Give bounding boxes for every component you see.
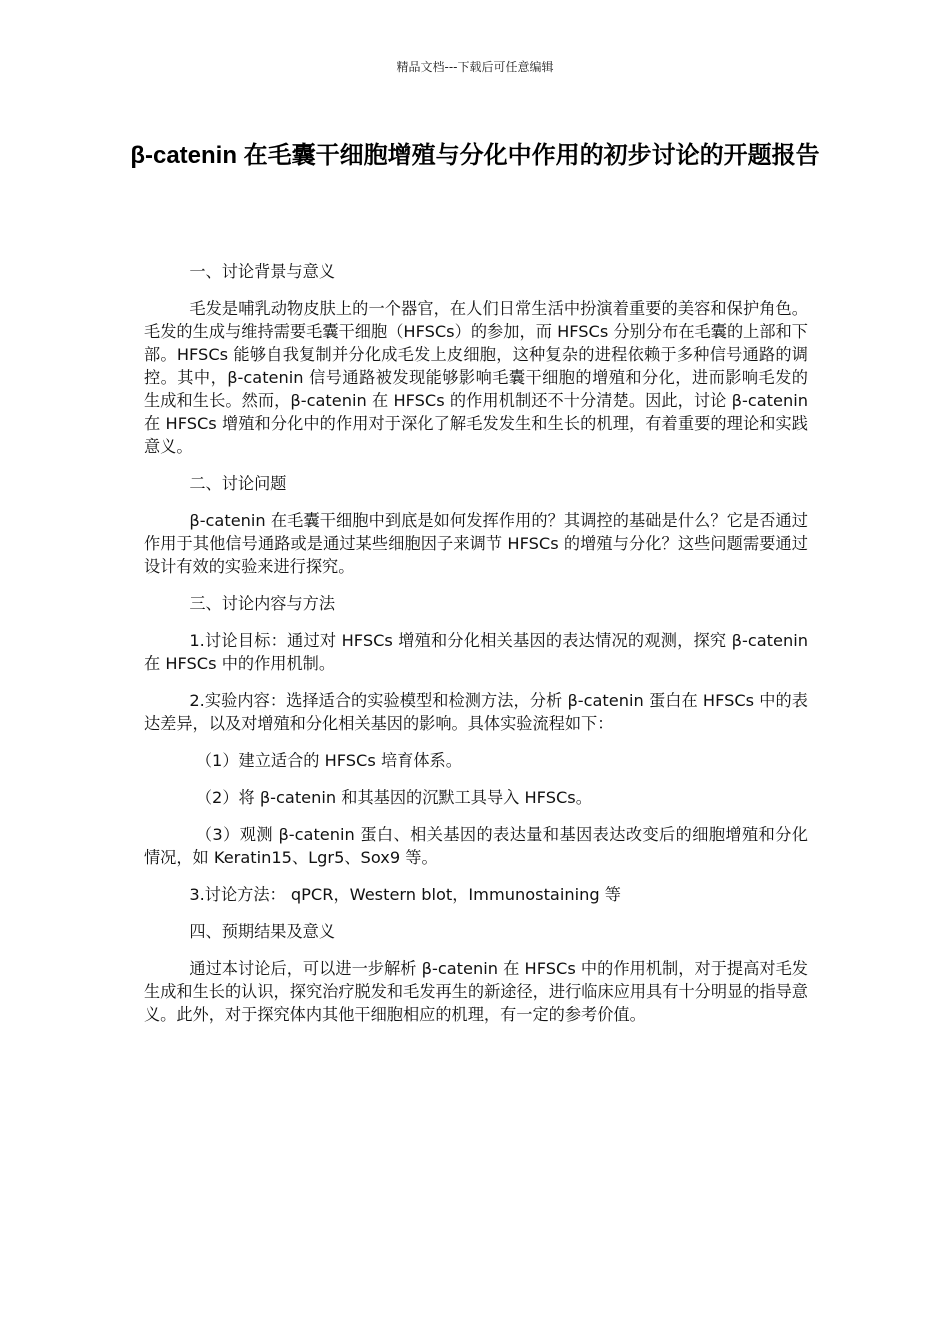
section-content-methods: [144, 592, 808, 906]
section-heading: 二、讨论问题: [189, 474, 287, 493]
section-heading: 四、预期结果及意义: [189, 922, 336, 941]
section-paragraph: β-catenin 在毛囊干细胞中到底是如何发挥作用的？其调控的基础是什么？它是否通过作用于其他信号通路或是通过某些细胞因子来调节 HFSCs 的增殖与分化？这些问题需要通过设计有效的实验来进行探究。: [144, 511, 808, 576]
document-body: [144, 260, 808, 1040]
section-expected-results: [144, 920, 808, 1026]
section-background: [144, 260, 808, 458]
section-heading: 三、讨论内容与方法: [189, 594, 336, 613]
research-method-paragraph: 3.讨论方法： qPCR，Western blot，Immunostaining 等: [189, 885, 621, 904]
experiment-step: （2）将 β-catenin 和其基因的沉默工具导入 HFSCs。: [195, 788, 592, 807]
experiment-step: （1）建立适合的 HFSCs 培育体系。: [195, 751, 462, 770]
section-questions: [144, 472, 808, 578]
section-paragraph: 毛发是哺乳动物皮肤上的一个器官，在人们日常生活中扮演着重要的美容和保护角色。毛发的生成与维持需要毛囊干细胞（HFSCs）的参加，而 HFSCs 分别分布在毛囊的上部和下部。HFSCs 能够自我复制并分化成毛发上皮细胞，这种复杂的进程依赖于多种信号通路的调控。其中，β-catenin 信号通路被发现能够影响毛囊干细胞的增殖和分化，进而影响毛发的生成和生长。然而，β-catenin 在 HFSCs 的作用机制还不十分清楚。因此，讨论 β-catenin 在 HFSCs 增殖和分化中的作用对于深化了解毛发发生和生长的机理，有着重要的理论和实践意义。: [144, 299, 808, 456]
document-title: β-catenin 在毛囊干细胞增殖与分化中作用的初步讨论的开题报告: [130, 142, 820, 169]
section-heading: 一、讨论背景与意义: [189, 262, 336, 281]
research-goal-paragraph: 1.讨论目标：通过对 HFSCs 增殖和分化相关基因的表达情况的观测，探究 β-catenin 在 HFSCs 中的作用机制。: [144, 631, 808, 673]
experiment-content-paragraph: 2.实验内容：选择适合的实验模型和检测方法，分析 β-catenin 蛋白在 HFSCs 中的表达差异，以及对增殖和分化相关基因的影响。具体实验流程如下：: [144, 691, 808, 733]
experiment-step: （3）观测 β-catenin 蛋白、相关基因的表达量和基因表达改变后的细胞增殖和分化情况，如 Keratin15、Lgr5、Sox9 等。: [144, 825, 808, 867]
page-header: 精品文档---下载后可任意编辑: [396, 60, 554, 74]
section-paragraph: 通过本讨论后，可以进一步解析 β-catenin 在 HFSCs 中的作用机制，对于提高对毛发生成和生长的认识，探究治疗脱发和毛发再生的新途径，进行临床应用具有十分明显的指导意义。此外，对于探究体内其他干细胞相应的机理，有一定的参考价值。: [144, 959, 808, 1024]
